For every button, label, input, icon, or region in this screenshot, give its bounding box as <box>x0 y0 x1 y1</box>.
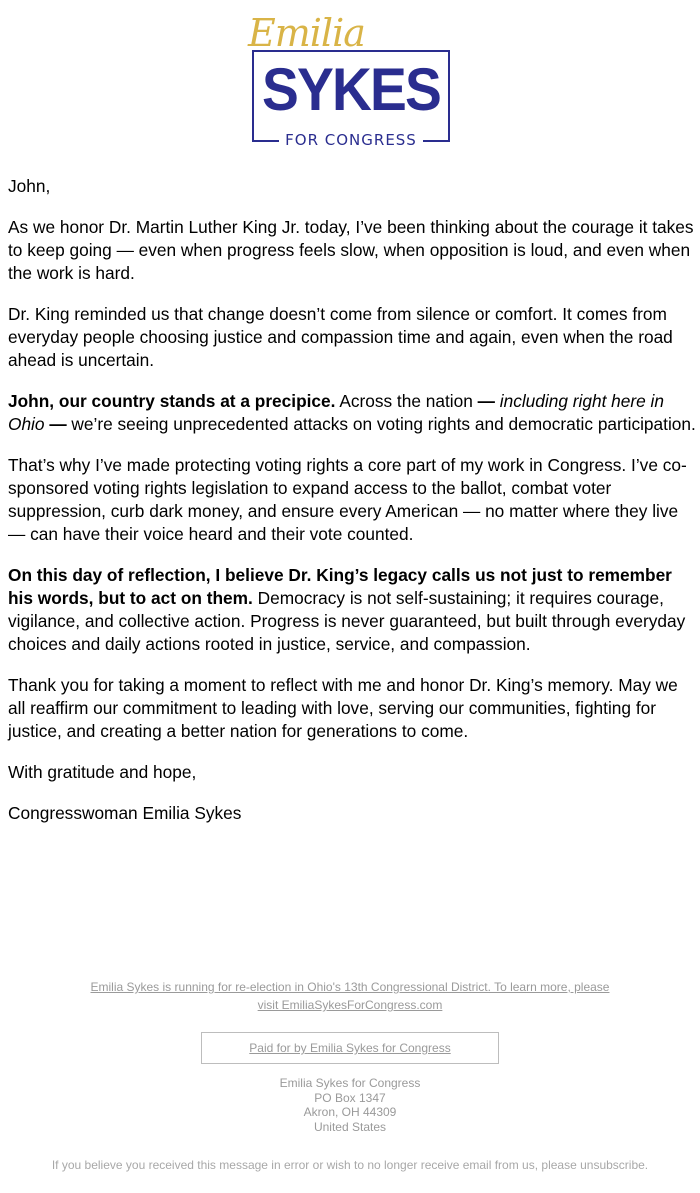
paragraph-5-bold: On this day of reflection, I believe Dr. King’s legacy calls us not just to remember his words, but to act on them. <box>8 565 672 608</box>
reelection-link-line-2[interactable]: visit EmiliaSykesForCongress.com <box>257 998 443 1012</box>
email-footer <box>0 978 700 1172</box>
unsubscribe-text: If you believe you received this message in error or wish to no longer receive email from us, please unsubscribe. <box>51 1158 649 1172</box>
logo-last-name: SYKES <box>262 56 440 123</box>
paid-for-link[interactable]: Paid for by Emilia Sykes for Congress <box>249 1041 451 1055</box>
paragraph-3-dash-2: — <box>49 414 67 434</box>
address-po-box: PO Box 1347 <box>314 1090 386 1105</box>
signoff: With gratitude and hope, <box>8 762 197 782</box>
paid-for-box <box>201 1032 499 1064</box>
paragraph-4: That’s why I’ve made protecting voting rights a core part of my work in Congress. I’ve co-sponsored voting rights legislation to expand access to the ballot, combat voter suppression, curb dark money, and ensure every American — no matter where they live — can have their voice heard and their vote counted. <box>8 455 687 544</box>
paragraph-3-italic: including right here in Ohio <box>8 391 665 434</box>
logo-box <box>252 50 450 149</box>
paragraph-3-dash-1: — <box>477 391 495 411</box>
reelection-link-line-1[interactable]: Emilia Sykes is running for re-election in Ohio's 13th Congressional District. To learn more, please <box>90 980 610 994</box>
paragraph-5 <box>8 564 696 656</box>
paragraph-5-text: Democracy is not self-sustaining; it requires courage, vigilance, and collective action. Progress is never guaranteed, but built through everyday choices and daily actions rooted in justice, service, and compassion. <box>8 588 686 654</box>
paragraph-6: Thank you for taking a moment to reflect with me and honor Dr. King’s memory. May we all reaffirm our commitment to leading with love, serving our communities, fighting for justice, and creating a better nation for generations to come. <box>8 675 678 741</box>
email-body <box>8 175 696 843</box>
signature: Congresswoman Emilia Sykes <box>8 803 242 823</box>
logo-tagline: FOR CONGRESS <box>279 131 423 149</box>
greeting: John, <box>8 176 51 196</box>
address-country: United States <box>313 1119 387 1134</box>
address-name: Emilia Sykes for Congress <box>279 1076 421 1090</box>
paragraph-1: As we honor Dr. Martin Luther King Jr. today, I’ve been thinking about the courage it takes to keep going — even when progress feels slow, when opposition is loud, and even when the work is hard. <box>8 217 694 283</box>
mailing-address <box>0 1076 700 1134</box>
paragraph-3-text-1: Across the nation <box>335 391 478 411</box>
paragraph-2: Dr. King reminded us that change doesn’t come from silence or comfort. It comes from everyday people choosing justice and compassion time and again, even when the road ahead is uncertain. <box>8 304 673 370</box>
paragraph-3-bold: John, our country stands at a precipice. <box>8 391 336 411</box>
paragraph-3 <box>8 390 696 436</box>
address-city: Akron, OH 44309 <box>303 1105 397 1119</box>
paragraph-3-text-2: we’re seeing unprecedented attacks on voting rights and democratic participation. <box>66 414 696 434</box>
campaign-logo <box>0 0 700 160</box>
logo-first-name: Emilia <box>248 11 365 55</box>
